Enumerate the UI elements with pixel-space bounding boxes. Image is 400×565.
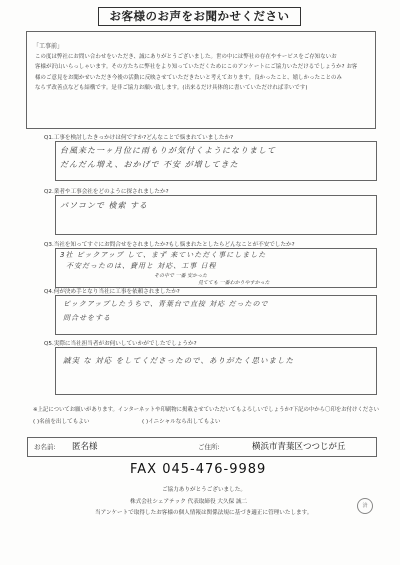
intro-line: ならず改善点なども結構です。是非ご協力お願い致します。(出来るだけ具体的に書いていただければ幸いです) (35, 84, 308, 91)
question-3: Q3.当社を知ってすぐにお問合せをされましたか?もし悩まれたとしたらどんなことが不安でしたか? (44, 242, 295, 248)
answer-3-line-4: 見てても 一番わかりやすかった (198, 280, 270, 286)
page-title: お客様のお声をお聞かせください (98, 7, 301, 26)
intro-text (35, 52, 373, 93)
answer-4-line-1: ピックアップしたうちで、青葉台で直接 対応 だったので (63, 300, 269, 308)
answer-1-line-1: 台風来た一ヶ月位に雨もりが気付くようになりまして (60, 146, 276, 155)
question-4: Q4.何が決め手となり当社に工事を依頼されましたか? (44, 289, 180, 295)
answer-5-line-1: 誠実 な 対応 をしてくださったので、ありがたく思いました (63, 356, 295, 365)
answer-3-line-1: 3社 ピックアップ して、まず 来ていただく事にしました (60, 251, 267, 259)
answer-3-line-3: その中で 一番 安かった (154, 273, 208, 279)
question-5: Q5.実際に当社担当者がお伺いしていかがでしたでしょうか? (44, 341, 197, 347)
company-signature: 株式会社シェアテック 代表取締役 大久保 誠二 (130, 499, 248, 505)
intro-line: 客様が沢山いらっしゃいます。その方たちに弊社をより知っていただくためにこのアンケートにご協力いただけるでしょうか? お客 (35, 64, 358, 71)
seal-stamp: 済 (357, 498, 373, 514)
intro-line: この度は弊社にお問い合わせをいただき、誠にありがとうございました。世の中には弊社の存在やサービスをご存知ないお (35, 54, 337, 60)
question-2: Q2.業者や工事会社をどのように探されましたか? (44, 189, 169, 195)
answer-3-line-2: 不安だったのは、費用と 対応、工事 日程 (66, 262, 217, 270)
address-label: ご住所: (198, 443, 220, 451)
publish-option-name[interactable]: ( )名前を出してもよい (33, 419, 90, 425)
publish-option-initial[interactable]: ( )イニシャルなら出してもよい (142, 419, 221, 425)
question-1: Q1.工事を検討したきっかけは何ですか?どんなことで悩まれていましたか? (44, 135, 234, 141)
fax-number: FAX 045-476-9989 (130, 462, 267, 477)
privacy-notice: 当アンケートで取得したお客様の個人情報は関係法規に基づき適正に管理いたします。 (95, 510, 313, 516)
name-label: お名前: (34, 443, 56, 451)
answer-2-line-1: パソコンで 検索 する (60, 201, 148, 210)
name-value[interactable]: 匿名様 (72, 442, 98, 452)
answer-1-line-2: だんだん増え、おかげで 不安 が増してきた (60, 160, 239, 169)
publish-question: ※上記についてお願いがあります。インターネットや印刷物に掲載させていただいてもよろしいでしょうか?下記の中から〇印をお付けください (33, 407, 379, 413)
answer-4-line-2: 問合せをする (63, 314, 111, 322)
intro-label: 「工事前」 (33, 43, 64, 50)
thanks-text: ご協力ありがとうございました。 (162, 487, 246, 493)
address-value[interactable]: 横浜市青葉区つつじが丘 (252, 442, 346, 452)
intro-line: 様のご意見をお聞かせいただき今後の活動に反映させていただきたいと考えております。良かったこと、嬉しかったことのみ (35, 74, 343, 81)
